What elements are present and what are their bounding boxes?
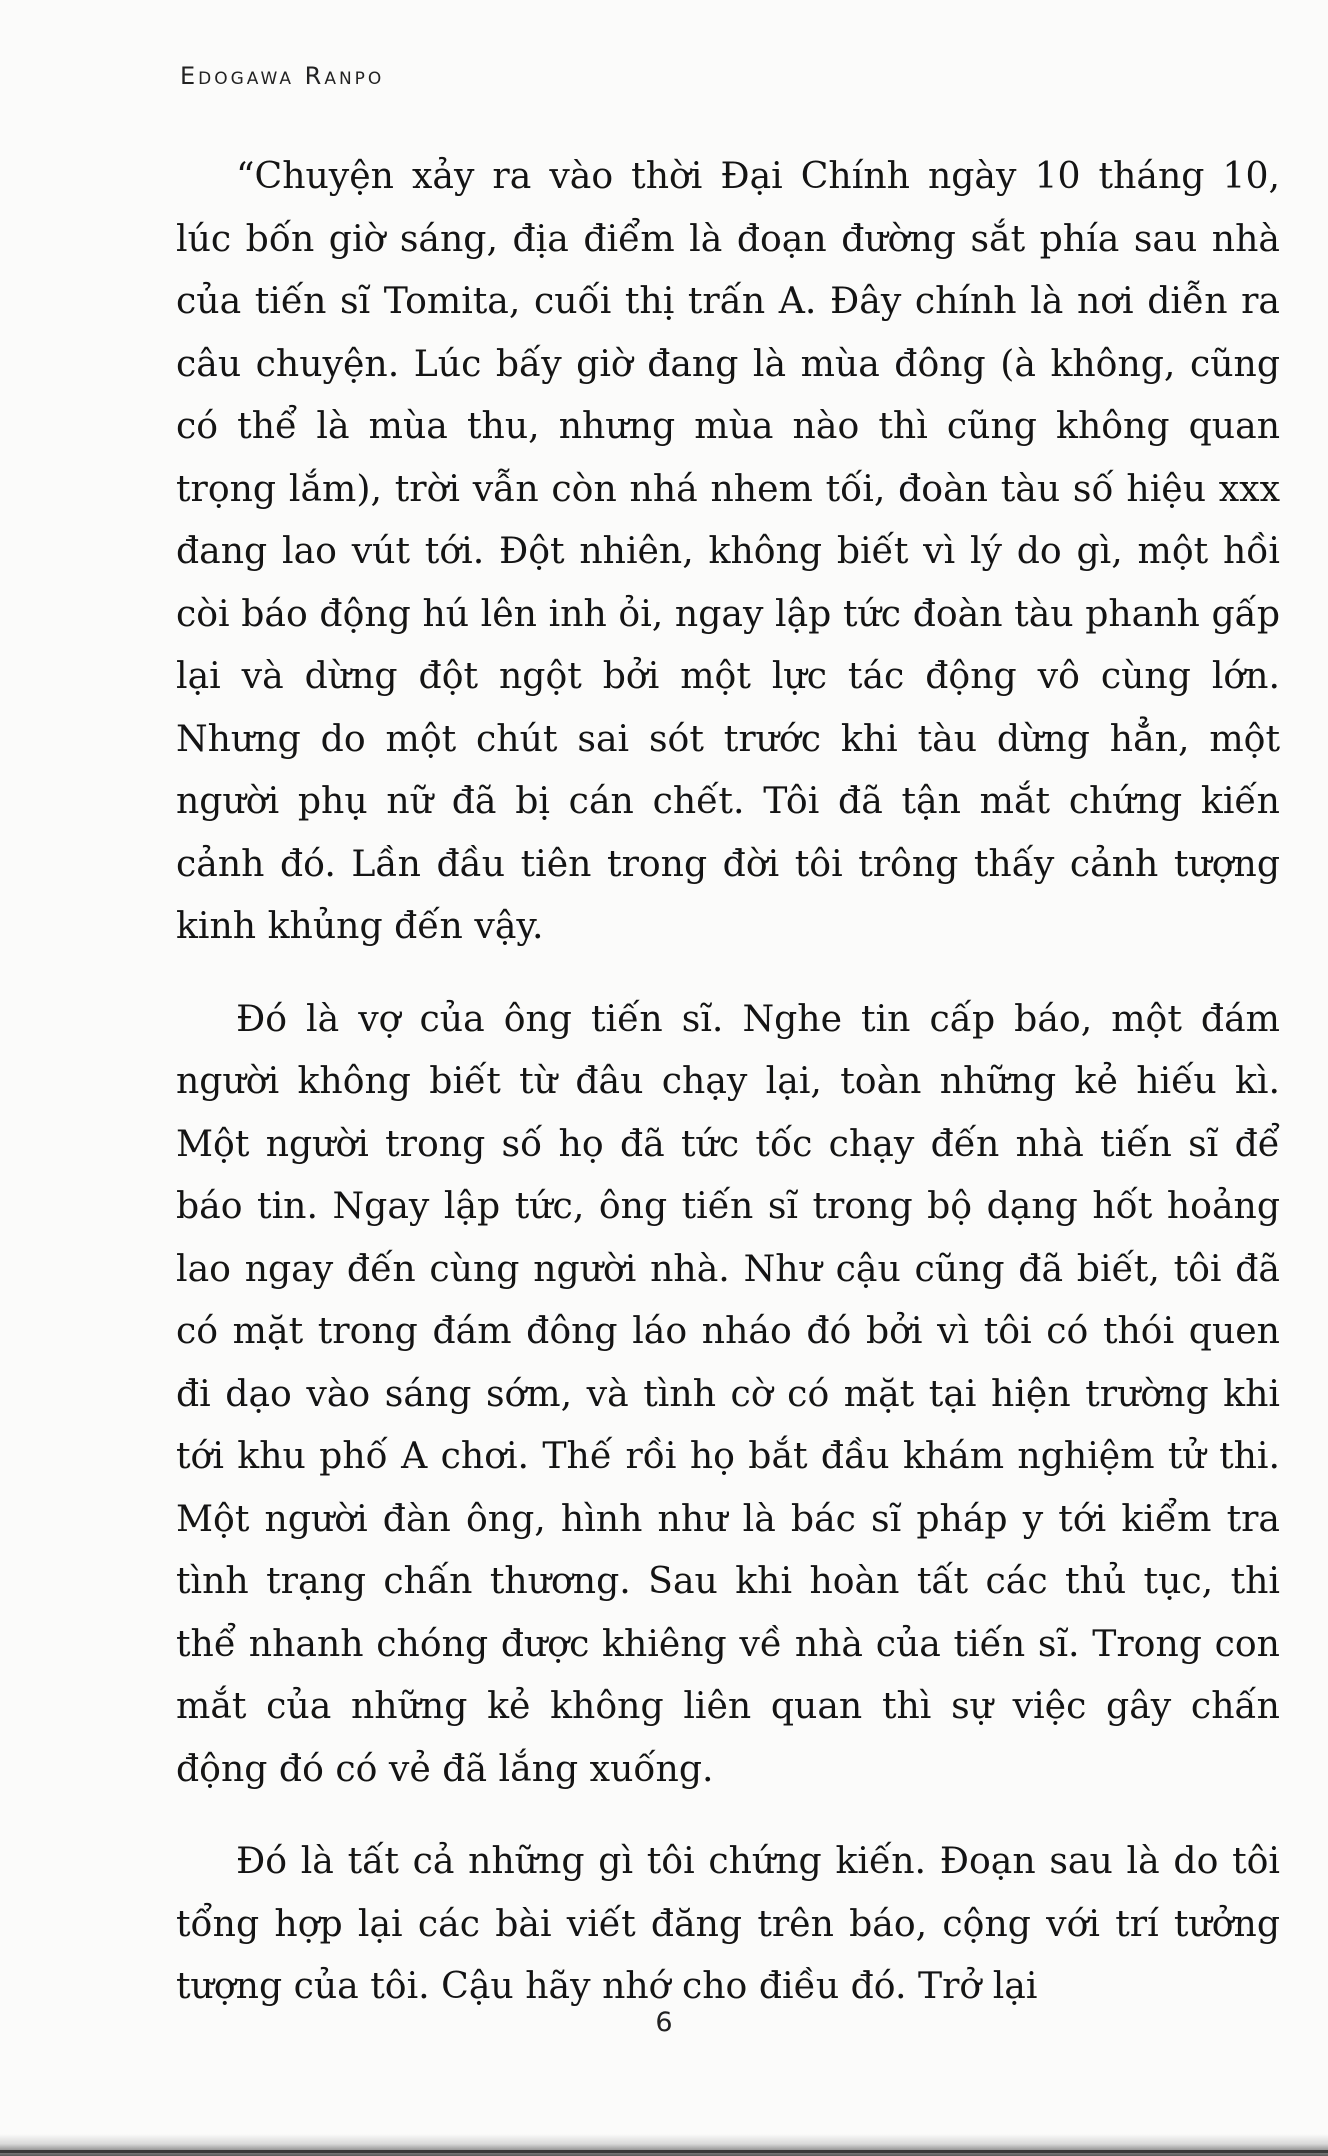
body-text xyxy=(176,145,1280,2018)
paragraph-3: Đó là tất cả những gì tôi chứng kiến. Đoạn sau là do tôi tổng hợp lại các bài viết đăng trên báo, cộng với trí tưởng tượng của tôi. Cậu hãy nhớ cho điều đó. Trở lại xyxy=(176,1839,1280,2007)
page-bottom-edge-line xyxy=(0,2150,1328,2153)
running-head: Edogawa Ranpo xyxy=(180,62,385,90)
page-number: 6 xyxy=(655,2007,673,2038)
paragraph-2: Đó là vợ của ông tiến sĩ. Nghe tin cấp báo, một đám người không biết từ đâu chạy lại, toàn những kẻ hiếu kì. Một người trong số họ đã tức tốc chạy đến nhà tiến sĩ để báo tin. Ngay lập tức, ông tiến sĩ trong bộ dạng hốt hoảng lao ngay đến cùng người nhà. Như cậu cũng đã biết, tôi đã có mặt trong đám đông láo nháo đó bởi vì tôi có thói quen đi dạo vào sáng sớm, và tình cờ có mặt tại hiện trường khi tới khu phố A chơi. Thế rồi họ bắt đầu khám nghiệm tử thi. Một người đàn ông, hình như là bác sĩ pháp y tới kiểm tra tình trạng chấn thương. Sau khi hoàn tất các thủ tục, thi thể nhanh chóng được khiêng về nhà của tiến sĩ. Trong con mắt của những kẻ không liên quan thì sự việc gây chấn động đó có vẻ đã lắng xuống. xyxy=(176,996,1280,1790)
paragraph-1: “Chuyện xảy ra vào thời Đại Chính ngày 10 tháng 10, lúc bốn giờ sáng, địa điểm là đoạn đường sắt phía sau nhà của tiến sĩ Tomita, cuối thị trấn A. Đây chính là nơi diễn ra câu chuyện. Lúc bấy giờ đang là mùa đông (à không, cũng có thể là mùa thu, nhưng mùa nào thì cũng không quan trọng lắm), trời vẫn còn nhá nhem tối, đoàn tàu số hiệu xxx đang lao vút tới. Đột nhiên, không biết vì lý do gì, một hồi còi báo động hú lên inh ỏi, ngay lập tức đoàn tàu phanh gấp lại và dừng đột ngột bởi một lực tác động vô cùng lớn. Nhưng do một chút sai sót trước khi tàu dừng hẳn, một người phụ nữ đã bị cán chết. Tôi đã tận mắt chứng kiến cảnh đó. Lần đầu tiên trong đời tôi trông thấy cảnh tượng kinh khủng đến vậy. xyxy=(176,154,1280,947)
